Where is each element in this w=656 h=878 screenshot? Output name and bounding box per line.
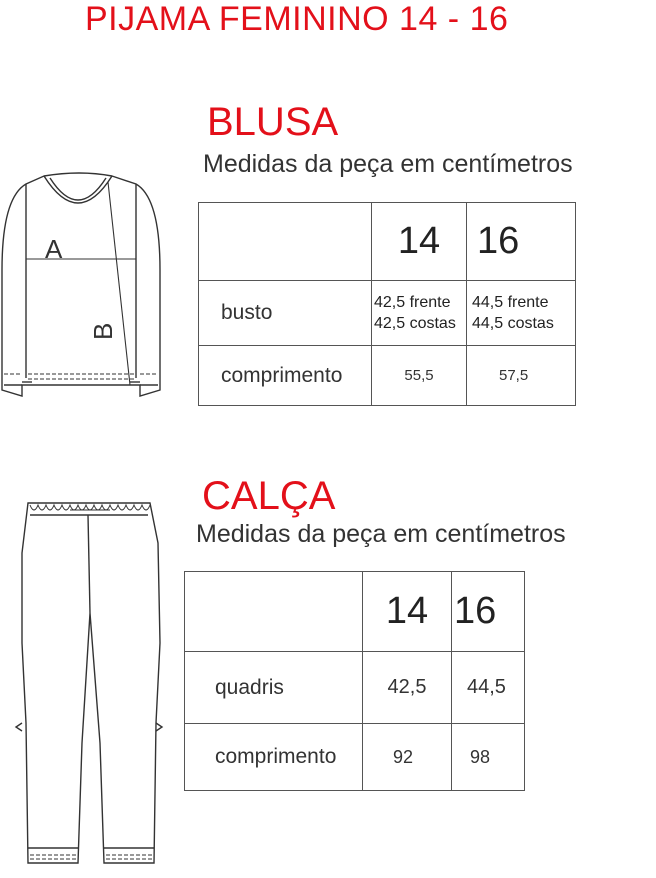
calca-quadris-16: 44,5 [452, 652, 525, 724]
blusa-drawing [0, 160, 190, 400]
calca-quadris-14: 42,5 [363, 652, 452, 724]
blusa-busto-16-costas: 44,5 costas [472, 315, 554, 332]
calca-comprimento-14: 92 [363, 724, 452, 791]
blusa-heading: BLUSA [207, 100, 339, 144]
calca-table [184, 571, 525, 791]
calca-comprimento-16: 98 [452, 724, 525, 791]
blusa-row-label-busto: busto [199, 281, 372, 346]
blusa-comprimento-16: 57,5 [467, 346, 576, 406]
calca-row-label-comprimento: comprimento [185, 724, 363, 791]
calca-heading: CALÇA [202, 474, 336, 518]
blusa-size-16: 16 [467, 203, 576, 281]
calca-drawing [0, 493, 180, 878]
blusa-busto-16-frente: 44,5 frente [472, 294, 549, 311]
calca-size-14: 14 [363, 572, 452, 652]
blusa-subtitle: Medidas da peça em centímetros [203, 150, 573, 178]
calca-row-label-quadris: quadris [185, 652, 363, 724]
blusa-busto-14-costas: 42,5 costas [374, 315, 456, 332]
calca-subtitle: Medidas da peça em centímetros [196, 520, 566, 548]
blusa-busto-14-frente: 42,5 frente [374, 294, 451, 311]
blusa-size-14: 14 [372, 203, 467, 281]
calca-size-16: 16 [452, 572, 525, 652]
blusa-busto-14 [372, 281, 467, 346]
label-a: A [45, 234, 63, 264]
blusa-busto-16 [467, 281, 576, 346]
calca-table-corner [185, 572, 363, 652]
blusa-comprimento-14: 55,5 [372, 346, 467, 406]
blusa-table [198, 202, 576, 406]
blusa-table-corner [199, 203, 372, 281]
blusa-row-label-comprimento: comprimento [199, 346, 372, 406]
page-title: PIJAMA FEMININO 14 - 16 [85, 0, 509, 38]
label-b: B [88, 322, 118, 340]
